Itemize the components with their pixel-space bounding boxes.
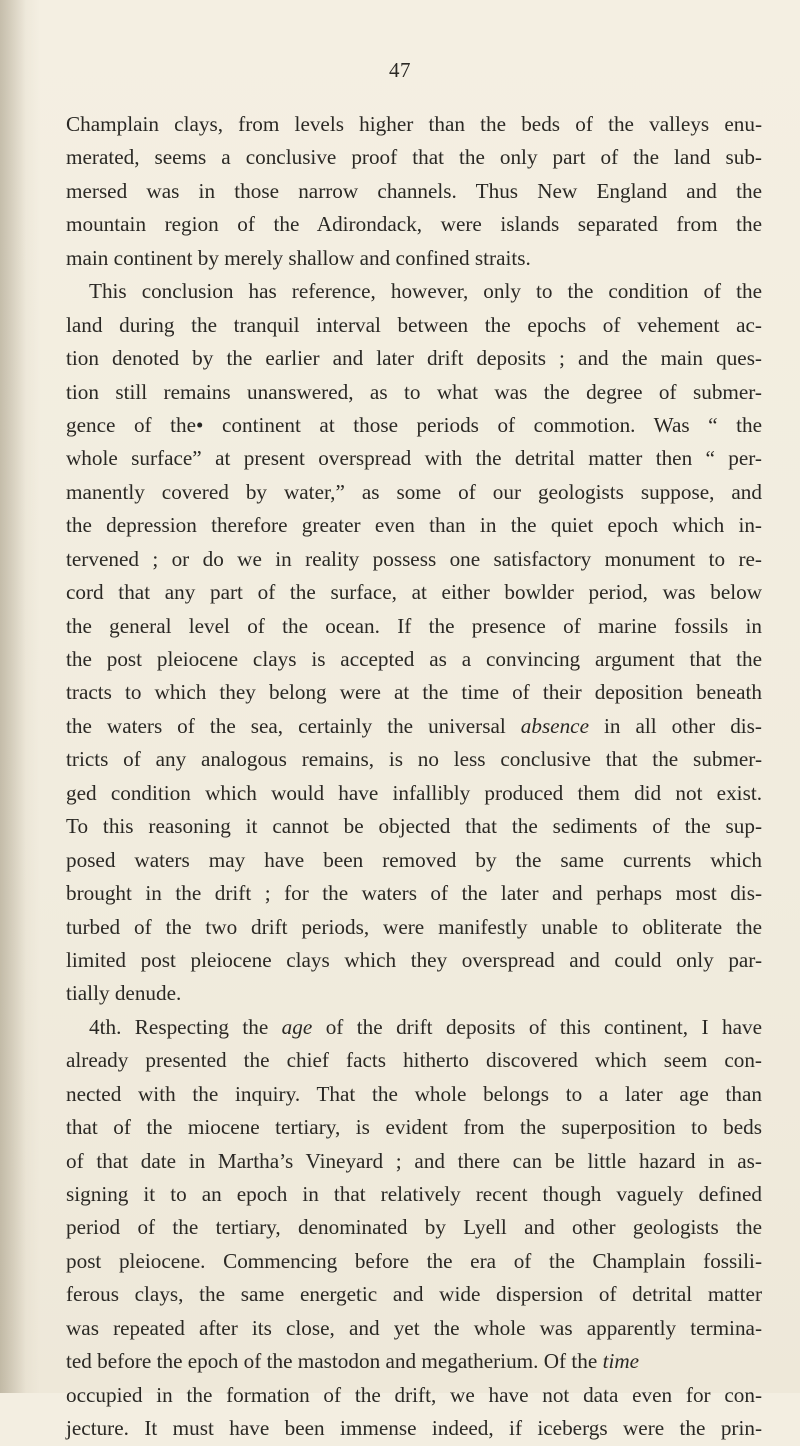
emphasized-word: age [281,1014,313,1039]
emphasized-word: time [602,1349,640,1374]
text-line: the post pleiocene clays is accepted as a convincing argument that the [66,647,762,671]
text-line: whole surface” at present overspread with the detrital matter then “ per- [66,446,762,471]
text-line: Champlain clays, from levels higher than the beds of the valleys enu- [66,112,762,136]
text-line: ferous clays, the same energetic and wide dispersion of detrital matter [66,1282,762,1307]
text-line: that of the miocene tertiary, is evident from the superposition to beds [66,1115,762,1140]
text-line: post pleiocene. Commencing before the era of the Champlain fossili- [66,1248,762,1273]
text-line: mersed was in those narrow channels. Thus New England and the [66,178,762,203]
text-line: limited post pleiocene clays which they overspread and could only par- [66,947,762,972]
text-line: posed waters may have been removed by the same currents which [66,847,762,872]
text-line: tially denude. [66,981,182,1006]
text-line: brought in the drift ; for the waters of the later and perhaps most dis- [66,881,762,906]
text-line: ged condition which would have infallibly produced them did not exist. [66,780,762,805]
text-line: merated, seems a conclusive proof that the only part of the land sub- [66,145,762,170]
text-line: This conclusion has reference, however, only to the condition of the [89,279,762,304]
text-line: already presented the chief facts hitherto discovered which seem con- [66,1048,762,1073]
body-text [66,108,762,1446]
text-line: turbed of the two drift periods, were manifestly unable to obliterate the [66,914,762,939]
text-line: the general level of the ocean. If the presence of marine fossils in [66,613,762,638]
text-line [66,1345,762,1378]
text-line [66,1011,762,1044]
text-line: mountain region of the Adirondack, were islands separated from the [66,212,762,237]
text-line: To this reasoning it cannot be objected that the sediments of the sup- [66,814,762,839]
text-line: jecture. It must have been immense indeed, if icebergs were the prin- [66,1416,762,1441]
text-line: manently covered by water,” as some of our geologists suppose, and [66,479,762,504]
text-run: of the drift deposits of this continent, I have [312,1014,762,1039]
text-line: tracts to which they belong were at the time of their deposition beneath [66,680,762,705]
text-run: the waters of the sea, certainly the universal [66,713,521,738]
text-line: nected with the inquiry. That the whole belongs to a later age than [66,1081,762,1106]
text-line: cord that any part of the surface, at either bowlder period, was below [66,580,762,605]
text-line: tricts of any analogous remains, is no less conclusive that the submer- [66,747,762,772]
text-run: in all other dis- [589,713,762,738]
text-run: ted before the epoch of the mastodon and megatherium. Of the [66,1349,603,1374]
text-line: occupied in the formation of the drift, we have not data even for con- [66,1382,762,1407]
text-line: tion still remains unanswered, as to what was the degree of submer- [66,379,762,404]
text-line [66,710,762,743]
page-gutter-shadow [0,0,26,1393]
text-line: tion denoted by the earlier and later drift deposits ; and the main ques- [66,346,762,371]
text-line: was repeated after its close, and yet the whole was apparently termina- [66,1315,762,1340]
text-line: of that date in Martha’s Vineyard ; and there can be little hazard in as- [66,1148,762,1173]
text-line: gence of the• continent at those periods of commotion. Was “ the [66,412,762,437]
text-line: period of the tertiary, denominated by Lyell and other geologists the [66,1215,762,1240]
text-run: 4th. Respecting the [89,1014,282,1039]
page-number: 47 [389,58,411,82]
text-line: signing it to an epoch in that relatively recent though vaguely defined [66,1182,762,1206]
text-line: main continent by merely shallow and confined straits. [66,245,531,270]
text-line: the depression therefore greater even than in the quiet epoch which in- [66,513,762,538]
text-line: land during the tranquil interval between the epochs of vehement ac- [66,312,762,337]
emphasized-word: absence [520,713,589,738]
text-line: tervened ; or do we in reality possess one satisfactory monument to re- [66,546,762,571]
